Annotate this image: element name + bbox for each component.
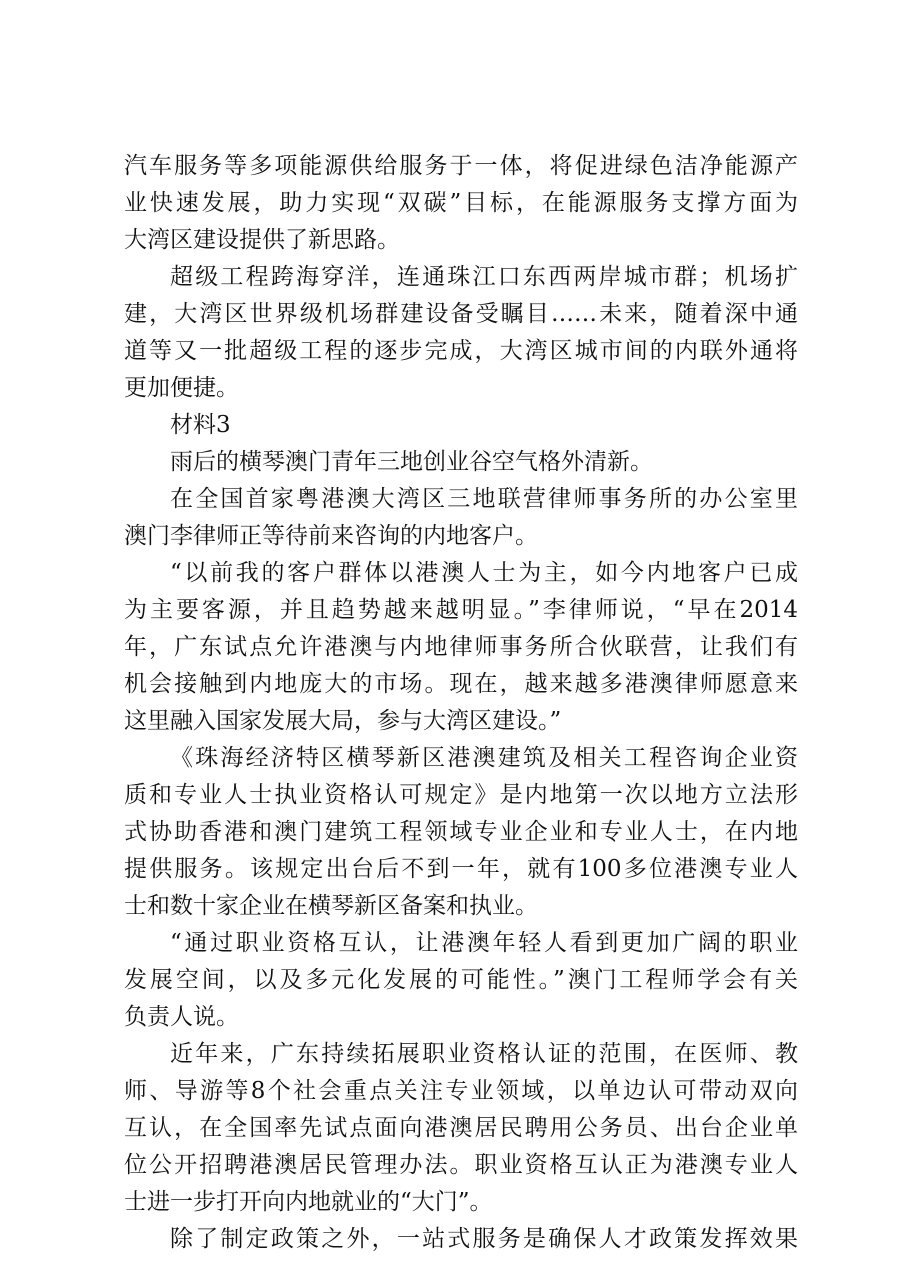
text-line: 雨后的横琴澳门青年三地创业谷空气格外清新。 xyxy=(170,449,653,475)
text-line: 年，广东试点允许港澳与内地律师事务所合伙联营，让我们有 xyxy=(124,634,798,660)
text-line: 业快速发展，助力实现“双碳”目标，在能源服务支撑方面为 xyxy=(124,190,798,216)
paragraph xyxy=(124,407,798,444)
text-line: 在全国首家粤港澳大湾区三地联营律师事务所的办公室里 xyxy=(170,486,798,512)
text-line: 建，大湾区世界级机场群建设备受瞩目……未来，随着深中通 xyxy=(124,301,798,327)
text-line: 质和专业人士执业资格认可规定》是内地第一次以地方立法形 xyxy=(124,782,798,808)
text-line: 大湾区建设提供了新思路。 xyxy=(124,227,400,253)
text-line: 这里融入国家发展大局，参与大湾区建设。” xyxy=(124,708,562,734)
text-line: 发展空间，以及多元化发展的可能性。”澳门工程师学会有关 xyxy=(124,967,798,993)
text-line: 澳门李律师正等待前来咨询的内地客户。 xyxy=(124,523,538,549)
paragraph xyxy=(124,481,798,555)
text-line: 位公开招聘港澳居民管理办法。职业资格互认正为港澳专业人 xyxy=(124,1152,798,1178)
text-line: 道等又一批超级工程的逐步完成，大湾区城市间的内联外通将 xyxy=(124,338,798,364)
paragraph xyxy=(124,555,798,740)
paragraph xyxy=(124,740,798,925)
text-line: 《珠海经济特区横琴新区港澳建筑及相关工程咨询企业资 xyxy=(170,745,798,771)
text-line: “以前我的客户群体以港澳人士为主，如今内地客户已成 xyxy=(170,560,798,586)
paragraph xyxy=(124,1036,798,1221)
paragraph xyxy=(124,444,798,481)
text-line: 近年来，广东持续拓展职业资格认证的范围，在医师、教 xyxy=(170,1041,798,1067)
text-line: 为主要客源，并且趋势越来越明显。”李律师说，“早在2014 xyxy=(124,597,798,623)
document-page xyxy=(124,148,798,1258)
text-line: 机会接触到内地庞大的市场。现在，越来越多港澳律师愿意来 xyxy=(124,671,798,697)
text-line: 士和数十家企业在横琴新区备案和执业。 xyxy=(124,893,538,919)
paragraph xyxy=(124,148,798,259)
text-line: 超级工程跨海穿洋，连通珠江口东西两岸城市群；机场扩 xyxy=(170,264,798,290)
text-line: 材料3 xyxy=(170,412,231,438)
text-line: 式协助香港和澳门建筑工程领域专业企业和专业人士，在内地 xyxy=(124,819,798,845)
text-line: 汽车服务等多项能源供给服务于一体，将促进绿色洁净能源产 xyxy=(124,153,798,179)
paragraph xyxy=(124,259,798,407)
text-line: 更加便捷。 xyxy=(124,375,239,401)
paragraph xyxy=(124,925,798,1036)
text-line: 除了制定政策之外，一站式服务是确保人才政策发挥效果 xyxy=(170,1226,798,1252)
text-line: 士进一步打开向内地就业的“大门”。 xyxy=(124,1189,493,1215)
paragraph xyxy=(124,1221,798,1258)
text-line: 负责人说。 xyxy=(124,1004,239,1030)
text-line: “通过职业资格互认，让港澳年轻人看到更加广阔的职业 xyxy=(170,930,798,956)
text-line: 提供服务。该规定出台后不到一年，就有100多位港澳专业人 xyxy=(124,856,798,882)
text-line: 师、导游等8个社会重点关注专业领域，以单边认可带动双向 xyxy=(124,1078,798,1104)
text-line: 互认，在全国率先试点面向港澳居民聘用公务员、出台企业单 xyxy=(124,1115,798,1141)
